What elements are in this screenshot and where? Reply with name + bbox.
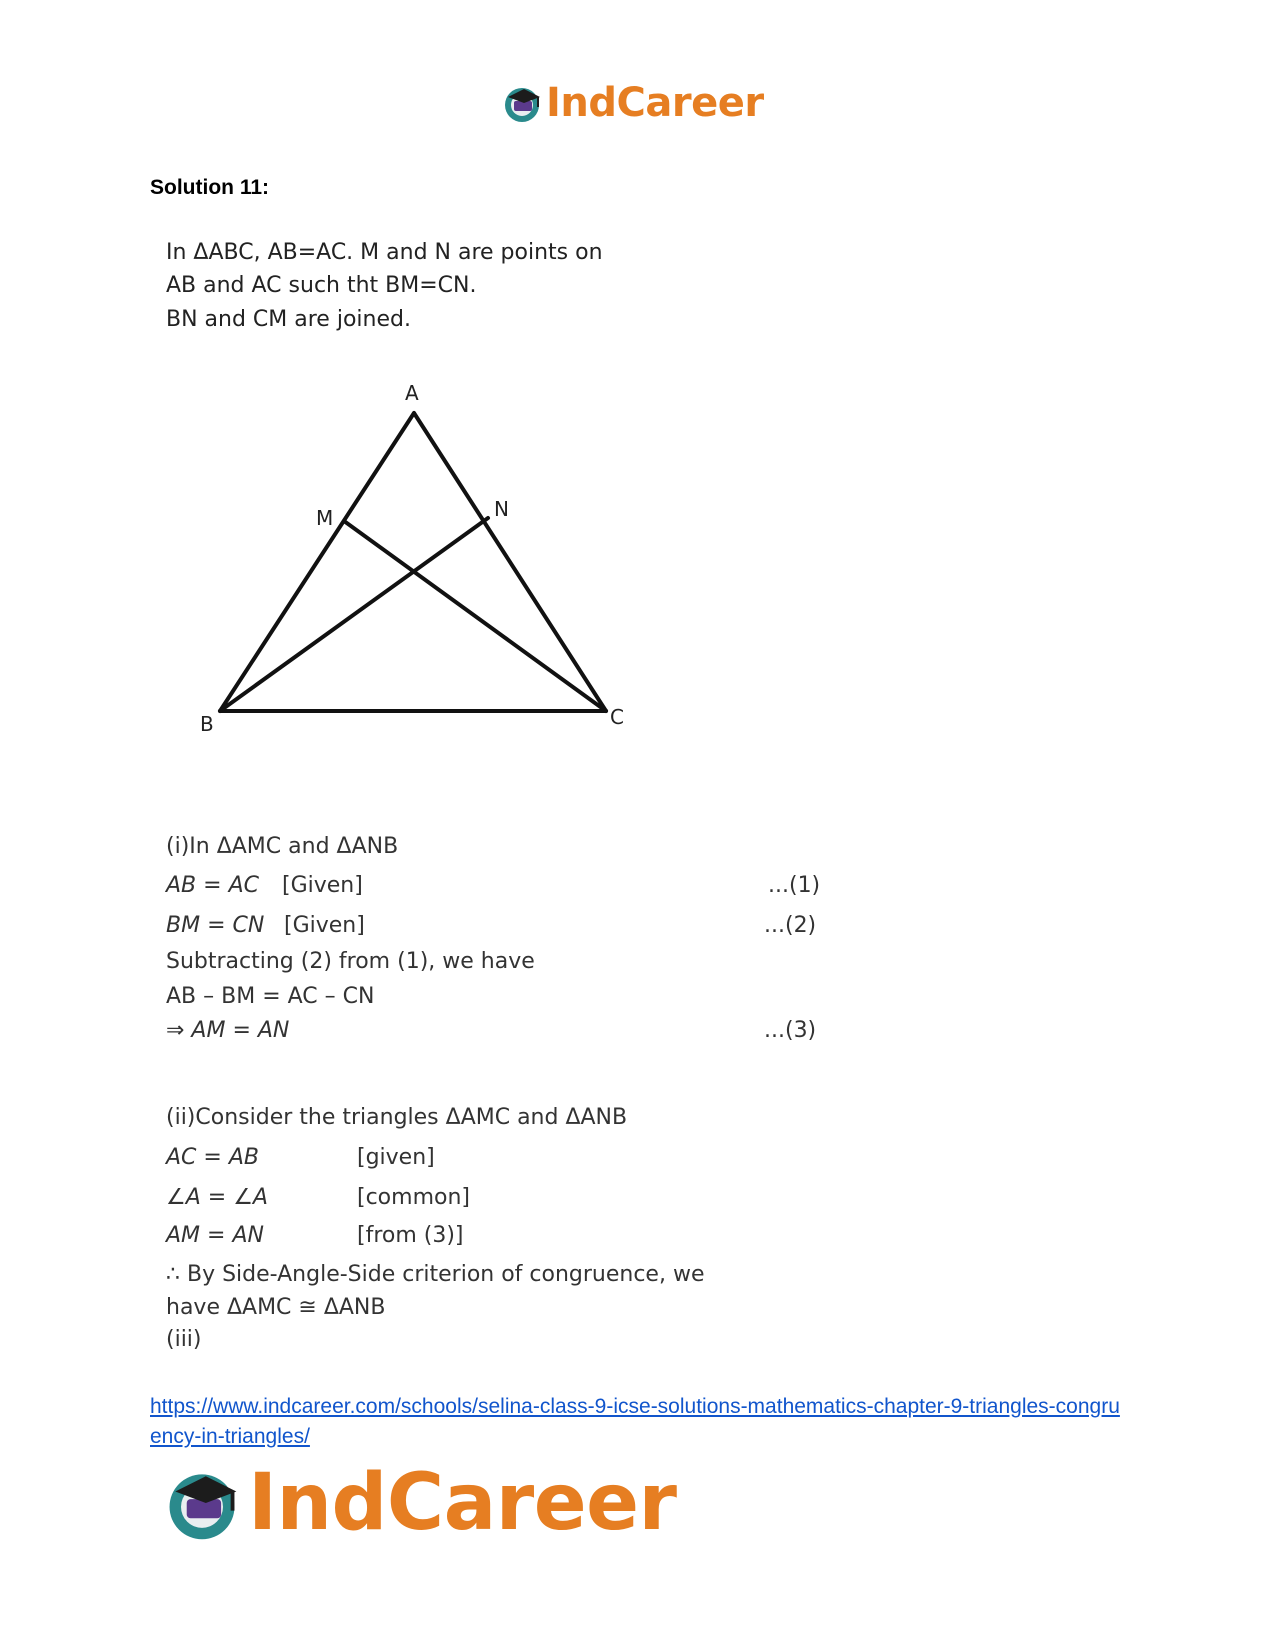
graduation-cap-globe-icon [160, 1461, 244, 1545]
solution-title: Solution 11: [150, 176, 270, 199]
part2-row2-reason: [common] [357, 1185, 470, 1210]
label-c: C [610, 705, 624, 729]
part1-heading: (i)In ΔAMC and ΔANB [166, 834, 399, 859]
part1-line1: AB = AC [166, 873, 259, 898]
footer-logo-text: IndCareer [248, 1458, 677, 1548]
source-link[interactable]: https://www.indcareer.com/schools/selina-class-9-icse-solutions-mathematics-chapter-9-triangles-congruency-in-triangles/ [150, 1395, 1120, 1448]
segment-cm [344, 521, 606, 711]
part1-line1-reason: [Given] [282, 873, 363, 898]
part2-conclusion-2: have ΔAMC ≅ ΔANB [166, 1295, 386, 1320]
part1-line4: AB – BM = AC – CN [166, 984, 375, 1009]
part1-line3: Subtracting (2) from (1), we have [166, 949, 535, 974]
logo-text: IndCareer [546, 80, 764, 126]
segment-bn [220, 518, 488, 711]
intro-line-2: AB and AC such tht BM=CN. [166, 273, 477, 298]
intro-line-1: In ΔABC, AB=AC. M and N are points on [166, 240, 603, 265]
intro-line-3: BN and CM are joined. [166, 307, 411, 332]
part2-row1-reason: [given] [357, 1145, 435, 1170]
label-m: M [316, 506, 334, 530]
part2-row3-statement: AM = AN [166, 1223, 264, 1248]
triangle-figure [0, 0, 1275, 760]
part2-row1-statement: AC = AB [166, 1145, 259, 1170]
part2-heading: (ii)Consider the triangles ΔAMC and ΔANB [166, 1105, 628, 1130]
label-b: B [200, 712, 214, 736]
part1-ref-3: ...(3) [764, 1018, 817, 1043]
part2-conclusion-1: ∴ By Side-Angle-Side criterion of congruence, we [166, 1262, 705, 1287]
side-ac [414, 413, 606, 711]
footer-logo [160, 1460, 677, 1546]
part3-heading: (iii) [166, 1327, 202, 1352]
part1-line5: ⇒ AM = AN [166, 1018, 290, 1043]
side-ab [220, 413, 414, 711]
label-a: A [405, 381, 419, 405]
part1-line2-reason: [Given] [284, 913, 365, 938]
part1-ref-1: ...(1) [768, 873, 821, 898]
part1-ref-2: ...(2) [764, 913, 817, 938]
part1-line2: BM = CN [166, 913, 265, 938]
part2-row3-reason: [from (3)] [357, 1223, 464, 1248]
label-n: N [494, 497, 509, 521]
part2-row2-statement: ∠A = ∠A [166, 1185, 268, 1210]
